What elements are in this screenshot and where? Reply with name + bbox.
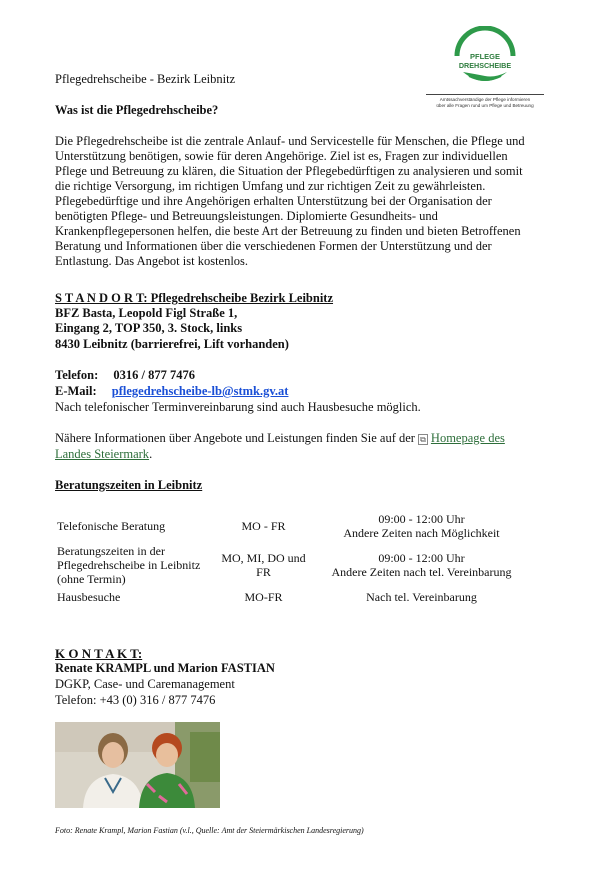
schedule-service: Hausbesuche <box>57 590 121 604</box>
kontakt-phone: Telefon: +43 (0) 316 / 877 7476 <box>55 693 216 707</box>
homepage-link-part1[interactable]: Homepage des <box>430 431 505 445</box>
table-row <box>55 542 530 588</box>
schedule-service: Telefonische Beratung <box>57 519 166 533</box>
more-info-text: Nähere Informationen über Angebote und Leistungen finden Sie auf der <box>55 431 415 445</box>
intro-line: Unterstützung benötigen, sowie für deren Angehörige. Ziel ist es, Fragen zur individuellen <box>55 149 508 163</box>
standort-label: S T A N D O R T: <box>55 291 148 305</box>
kontakt-role: DGKP, Case- und Caremanagement <box>55 677 235 691</box>
schedule-time-value: Nach tel. Vereinbarung <box>366 590 477 604</box>
photo-caption: Foto: Renate Krampl, Marion Fastian (v.l., Quelle: Amt der Steiermärkischen Landesregierung) <box>55 826 364 835</box>
standort-name: Pflegedrehscheibe Bezirk Leibnitz <box>147 291 334 305</box>
logo-divider <box>426 94 544 95</box>
home-visit-note: Nach telefonischer Terminvereinbarung sind auch Hausbesuche möglich. <box>55 400 421 414</box>
schedule-time-value: 09:00 - 12:00 Uhr <box>378 512 465 526</box>
schedule-time <box>313 510 530 542</box>
more-info-line-2 <box>55 447 152 462</box>
schedule-days: MO, MI, DO und FR <box>221 551 306 579</box>
logo-mark <box>449 26 521 88</box>
intro-line: Die Pflegedrehscheibe ist die zentrale Anlauf- und Servicestelle für Menschen, die Pflege und <box>55 134 525 148</box>
email-label: E-Mail: <box>55 384 97 398</box>
address-line-2: Eingang 2, TOP 350, 3. Stock, links <box>55 321 243 335</box>
address-line-3: 8430 Leibnitz (barrierefrei, Lift vorhanden) <box>55 337 289 351</box>
email-link[interactable]: pflegedrehscheibe-lb@stmk.gv.at <box>111 384 289 398</box>
logo-tagline-2: über alle Fragen rund um Pflege und Betreuung <box>436 102 534 108</box>
external-link-icon: ⧉ <box>420 435 426 444</box>
schedule-time-note: Andere Zeiten nach tel. Vereinbarung <box>331 565 512 579</box>
more-info-suffix: . <box>149 447 153 461</box>
schedule-table <box>55 510 530 606</box>
schedule-days: MO - FR <box>241 519 286 533</box>
phone-label: Telefon: <box>55 368 99 382</box>
page-title: Pflegedrehscheibe - Bezirk Leibnitz <box>55 72 236 86</box>
pflegedrehscheibe-logo <box>420 26 550 108</box>
schedule-service: Beratungszeiten in der Pflegedrehscheibe in Leibnitz (ohne Termin) <box>57 544 201 586</box>
section-heading-what-is: Was ist die Pflegedrehscheibe? <box>55 103 219 117</box>
address-line-1: BFZ Basta, Leopold Figl Straße 1, <box>55 306 238 320</box>
table-row <box>55 588 530 606</box>
schedule-time <box>313 588 530 606</box>
intro-line: Pflege und Betreuung zu klären, die Situation der Pflegebedürftigen zu analysieren und somit <box>55 164 523 178</box>
schedule-days: MO-FR <box>244 590 283 604</box>
schedule-time-value: 09:00 - 12:00 Uhr <box>378 551 465 565</box>
kontakt-names: Renate KRAMPL und Marion FASTIAN <box>55 661 275 675</box>
intro-paragraph <box>55 134 555 269</box>
phone-value: 0316 / 877 7476 <box>113 368 196 382</box>
schedule-time-note: Andere Zeiten nach Möglichkeit <box>343 526 500 540</box>
table-row <box>55 510 530 542</box>
logo-line2: DREHSCHEIBE <box>458 61 512 70</box>
intro-line: Entlastung. Das Angebot ist kostenlos. <box>55 254 249 268</box>
logo-tagline-1: Amtssachverständige der Pflege informieren <box>439 97 531 102</box>
homepage-link-part2[interactable]: Landes Steiermark <box>55 447 150 461</box>
logo-line1: PFLEGE <box>469 52 501 61</box>
schedule-heading: Beratungszeiten in Leibnitz <box>55 478 203 492</box>
intro-line: benötigten Pflege- und Betreuungsleistungen. Diplomierte Gesundheits- und <box>55 209 438 223</box>
intro-line: Beratung und Informationen über die verschiedenen Formen der Unterstützung und der <box>55 239 492 253</box>
intro-line: Pflegebedürftige und ihre Angehörigen erhalten Unterstützung bei der Organisation der <box>55 194 492 208</box>
intro-line: die richtige Versorgung, im richtigen Umfang und zur richtigen Zeit zu gewährleisten. <box>55 179 486 193</box>
email-row <box>55 384 288 399</box>
phone-row <box>55 368 195 383</box>
staff-photo <box>55 722 220 808</box>
kontakt-heading: K O N T A K T: <box>55 646 143 661</box>
standort-heading <box>55 291 333 306</box>
intro-line: Krankenpflegepersonen helfen, die beste Art der Betreuung zu finden und bieten Betroffenen <box>55 224 521 238</box>
schedule-time <box>313 542 530 588</box>
more-info-line <box>55 431 505 447</box>
